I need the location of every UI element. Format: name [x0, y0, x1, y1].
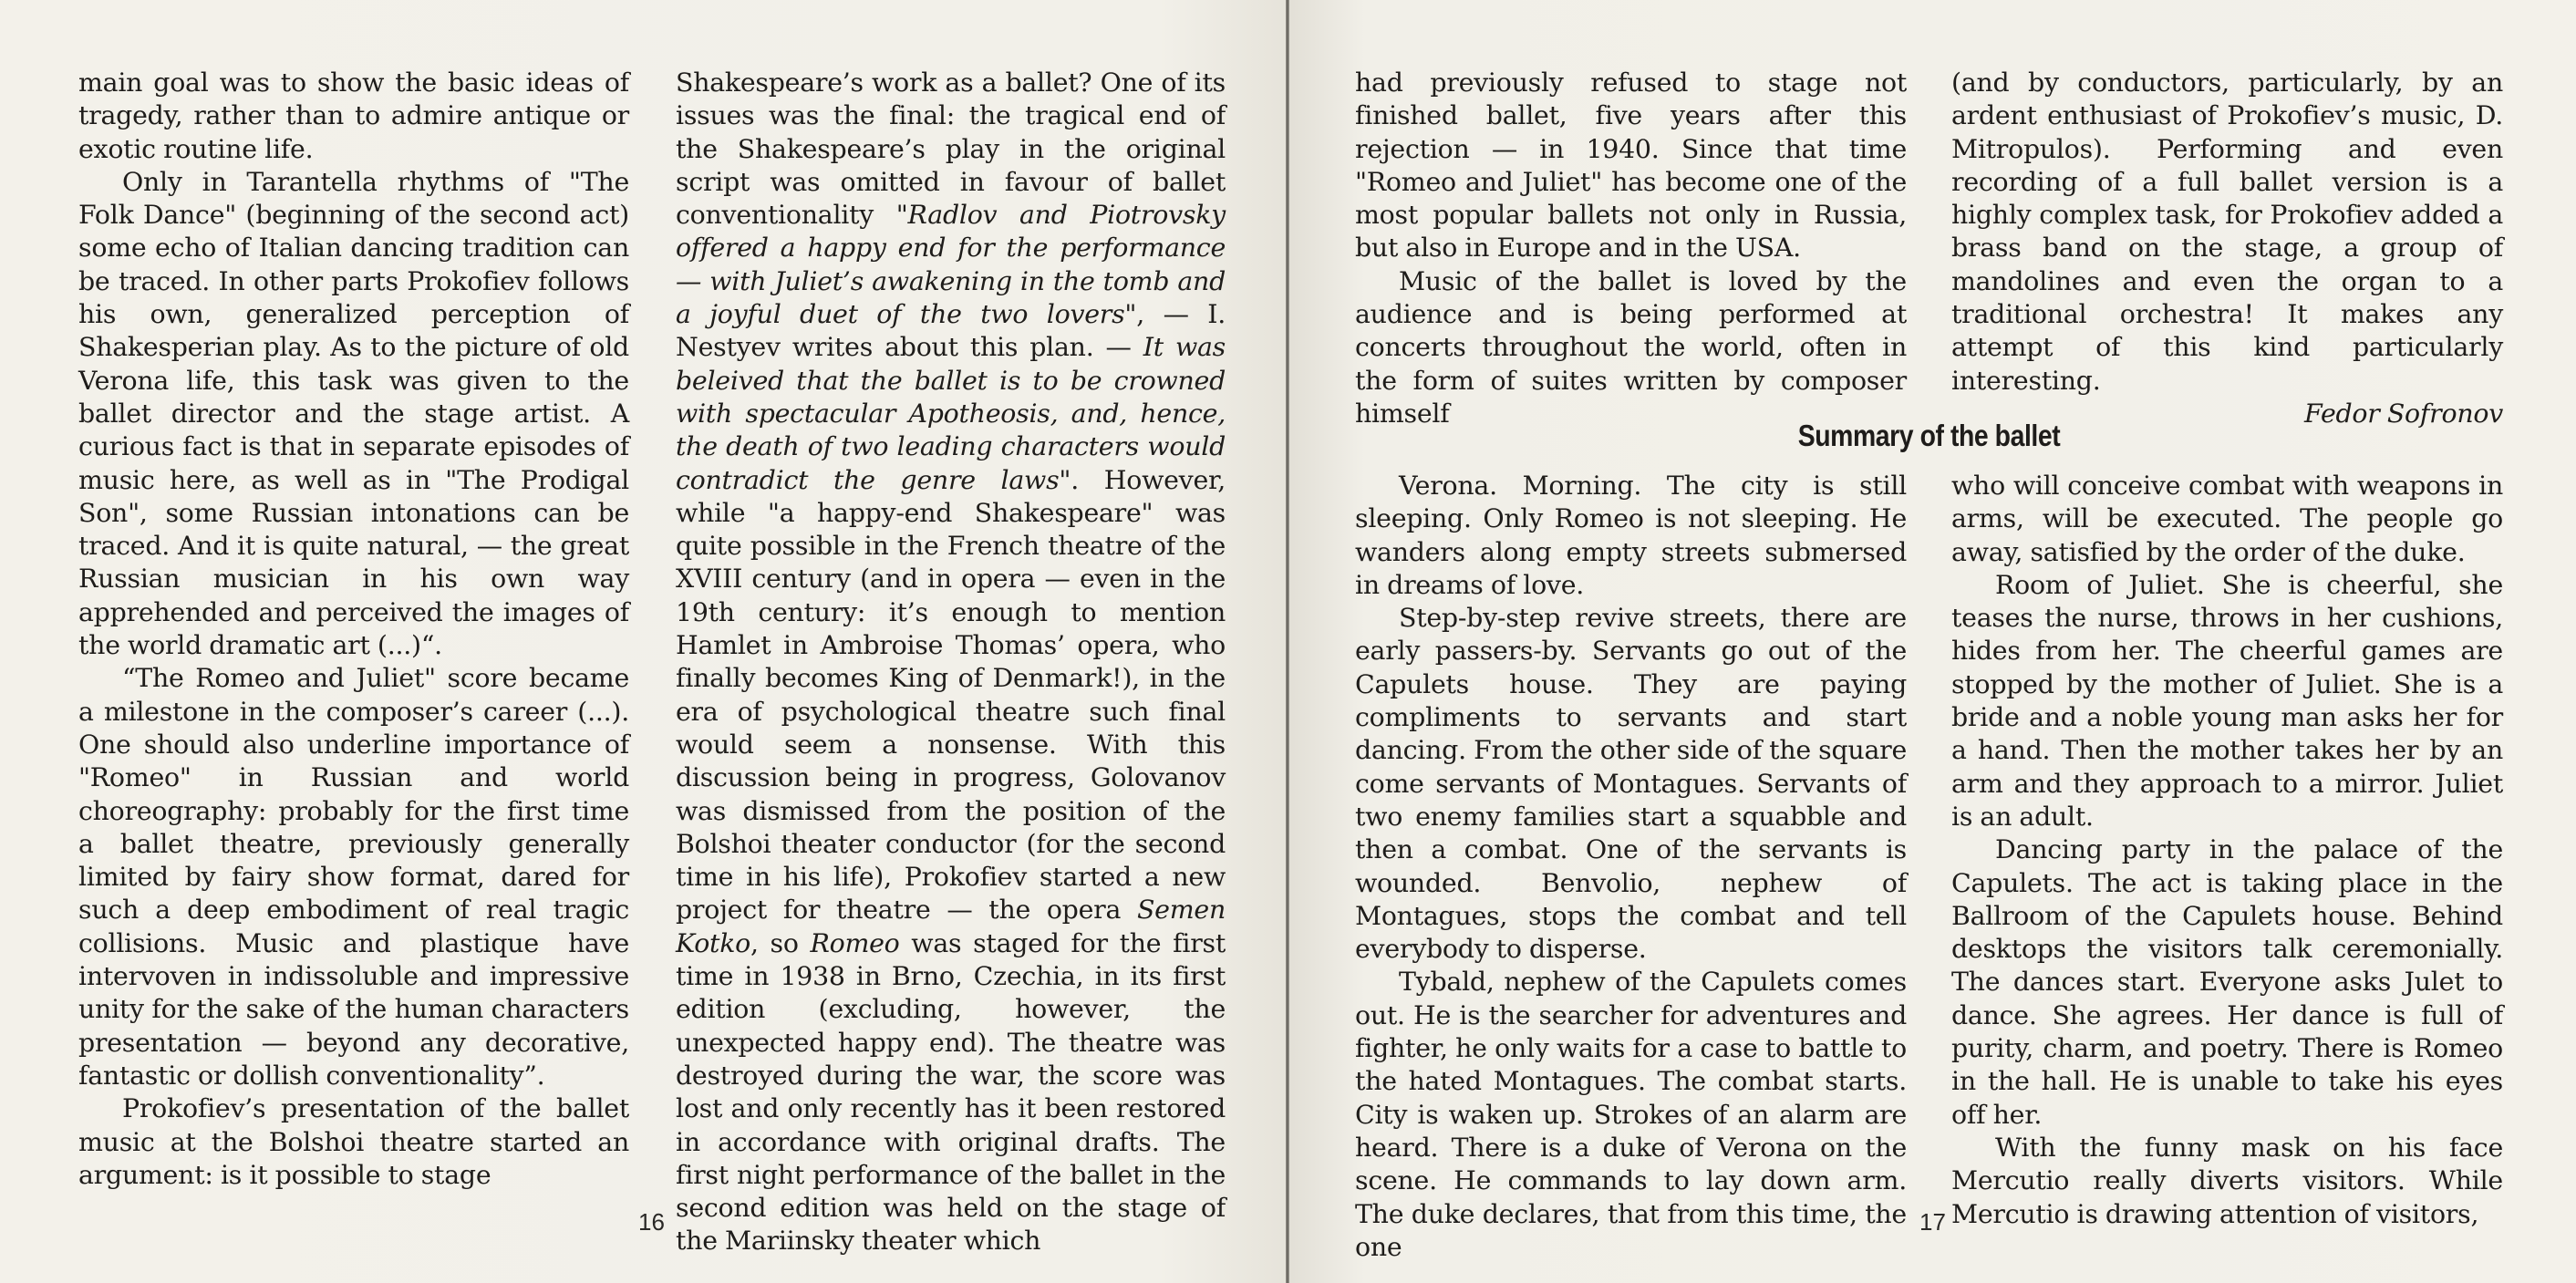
right-page-column-1	[1355, 67, 1907, 430]
right-page-column-3	[1355, 470, 1907, 1264]
paragraph: “The Romeo and Juliet" score became a milestone in the composer’s career (...). One should also underline importance of "Romeo" in Russian and world choreography: probably for the first time a ballet theatre, previously generally limited by fairy show format, dared for such a deep embodiment of real tragic collisions. Music and plastique have intervoven in indissoluble and impressive unity for the sake of the human characters presentation — beyond any decorative, fantastic or dollish conventionality”.	[78, 663, 629, 1091]
paragraph: Music of the ballet is loved by the audience and is being performed at concerts throughout the world, often in the form of suites written by composer himself	[1355, 265, 1907, 429]
ballet-title: Romeo	[810, 927, 900, 958]
paragraph: Prokofiev’s presentation of the ballet music at the Bolshoi theatre started an argument: is it possible to stage	[78, 1093, 629, 1190]
paragraph: With the funny mask on his face Mercutio really diverts visitors. While Mercutio is drawing attention of visitors,	[1951, 1132, 2503, 1229]
opera-title: Semen Kotko	[676, 895, 1226, 958]
right-page-column-4	[1951, 470, 2503, 1231]
paragraph: Step-by-step revive streets, there are early passers-by. Servants go out of the Capulets house. They are paying compliments to servants and start dancing. From the other side of the square come servants of Montagues. Servants of two enemy families start a squabble and then a combat. One of the servants is wounded. Benvolio, nephew of Montagues, stops the combat and tell everybody to disperse.	[1355, 603, 1908, 965]
section-heading: Summary of the ballet	[1797, 419, 2061, 452]
paragraph: Room of Juliet. She is cheerful, she teases the nurse, throws in her cushions, hides from her. The cheerful games are stopped by the mother of Juliet. She is a bride and a noble young man asks her for a hand. Then the mother takes her by an arm and they approach to a mirror. Juliet is an adult.	[1951, 569, 2503, 832]
paragraph: (and by conductors, particularly, by an ardent enthusiast of Prokofiev’s music, D. Mitropulos). Performing and even recording of a full ballet version is a highly complex task, for Prokofiev added a brass band on the stage, a group of mandolines and even the organ to a traditional orchestra! It makes any attempt of this kind particularly interesting.	[1951, 67, 2503, 396]
paragraph: main goal was to show the basic ideas of tragedy, rather than to admire antique or exotic routine life.	[78, 67, 629, 164]
paragraph: had previously refused to stage not finished ballet, five years after this rejection — in 1940. Since that time "Romeo and Juliet" has become one of the most popular ballets not only in Russia, but also in Europe and in the USA.	[1355, 67, 1907, 264]
text-run: Shakespeare’s work as a ballet? One of its issues was the final: the tragical end of the Shakespeare’s play in the original script was omitted in favour of ballet conventionality	[676, 67, 1226, 231]
left-page-column-1	[78, 67, 629, 1192]
text-run: . However, while "a happy-end Shakespeare" was quite possible in the French theatre of the XVIII century (and in opera — even in the 19th century: it’s enough to mention Hamlet in Ambroise Thomas’ opera, who finally becomes King of Denmark!), in the era of psychological theatre such final would seem a nonsense. With this discussion being in progress, Golovanov was dismissed from the position of the Bolshoi theater conductor (for the second time in his life), Prokofiev started a new project for theatre — the opera	[676, 464, 1226, 926]
page-number-left: 16	[638, 1208, 665, 1236]
paragraph: Dancing party in the palace of the Capulets. The act is taking place in the Ballroom of the Capulets house. Behind desktops the visitors talk ceremonially. The dances start. Everyone asks Julet to dance. She agrees. Her dance is full of purity, charm, and poetry. There is Romeo in the hall. He is unable to take his eyes off her.	[1951, 834, 2503, 1130]
paragraph: Tybald, nephew of the Capulets comes out. He is the searcher for adventures and fighter, he only waits for a case to battle to the hated Montagues. The combat starts. City is waken up. Strokes of an alarm are heard. There is a duke of Verona on the scene. He commands to lay down arm. The duke declares, that from this time, the one	[1355, 967, 1907, 1262]
italic-quote: "Radlov and Piotrovsky offered a happy end for the performance — with Juliet’s awakening in the tomb and a joyful duet of the two lovers"	[676, 200, 1226, 330]
paragraph: Verona. Morning. The city is still sleeping. Only Romeo is not sleeping. He wanders along empty streets submersed in dreams of love.	[1355, 471, 1907, 600]
text-run: , — I. Nestyev writes about this plan. —	[676, 299, 1226, 363]
book-gutter	[1286, 0, 1289, 1283]
right-page-column-2	[1951, 67, 2503, 430]
paragraph: who will conceive combat with weapons in arms, will be executed. The people go away, satisfied by the order of the duke.	[1951, 471, 2503, 567]
page-number-right: 17	[1919, 1208, 1946, 1236]
paragraph: Only in Tarantella rhythms of "The Folk Dance" (beginning of the second act) some echo of Italian dancing tradition can be traced. In other parts Prokofiev follows his own, generalized perception of Shakesperian play. As to the picture of old Verona life, this task was given to the ballet director and the stage artist. A curious fact is that in separate episodes of music here, as well as in "The Prodigal Son", some Russian intonations can be traced. And it is quite natural, — the great Russian musician in his own way apprehended and perceived the images of the world dramatic art (...)“.	[78, 166, 629, 661]
left-page-column-2	[676, 67, 1226, 1258]
italic-quote: It was beleived that the ballet is to be crowned with spectacular Apotheosis, and, hence, the death of two leading characters would contradict the genre laws"	[676, 332, 1226, 495]
author-signature: Fedor Sofronov	[2304, 398, 2503, 429]
paragraph	[676, 67, 1226, 1258]
text-run: was staged for the first time in 1938 in Brno, Czechia, in its first edition (excluding, however, the unexpected happy end). The theatre was destroyed during the war, the score was lost and only recently has it been restored in accordance with original drafts. The first night performance of the ballet in the second edition was held on the stage of the Mariinsky theater which	[676, 927, 1226, 1257]
text-run: , so	[750, 927, 811, 958]
